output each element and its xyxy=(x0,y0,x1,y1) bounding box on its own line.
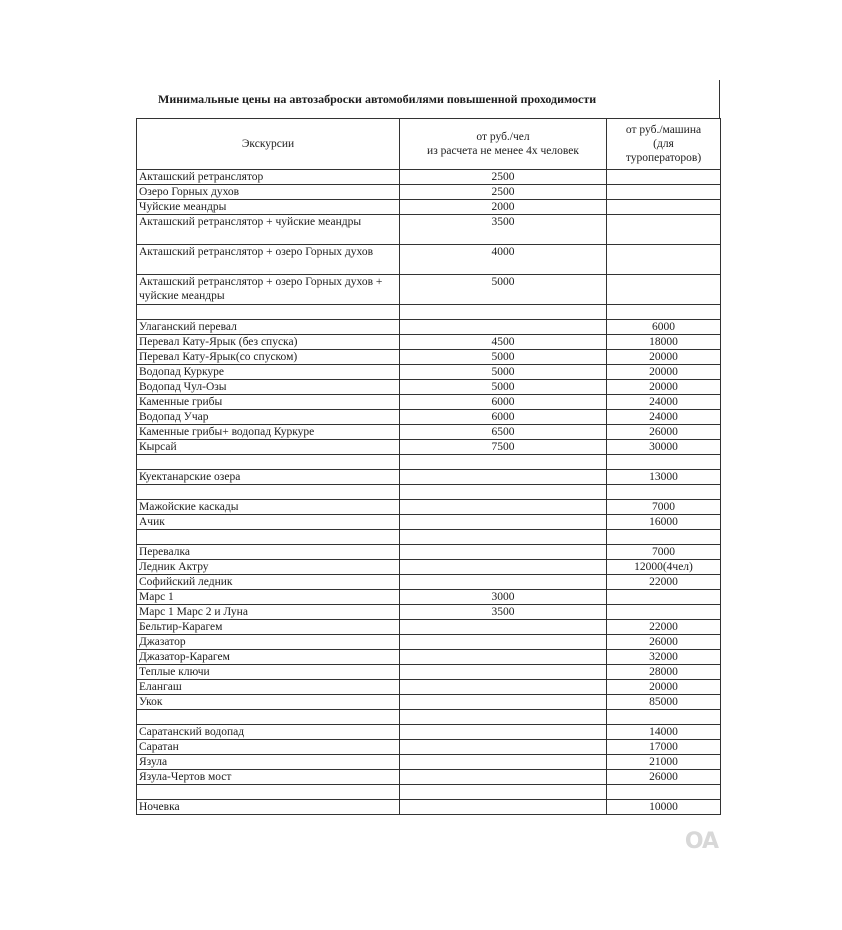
price-document xyxy=(136,80,720,815)
table-row xyxy=(137,320,721,335)
price-per-person-cell xyxy=(400,545,607,560)
price-per-car-cell xyxy=(607,170,721,185)
price-per-car-cell: 85000 xyxy=(607,695,721,710)
price-per-person-cell xyxy=(400,500,607,515)
price-per-car-cell: 30000 xyxy=(607,440,721,455)
empty-cell xyxy=(400,485,607,500)
price-per-car-cell xyxy=(607,215,721,245)
excursion-name-cell: Теплые ключи xyxy=(137,665,400,680)
excursion-name-cell: Ночевка xyxy=(137,800,400,815)
price-table xyxy=(136,118,721,815)
empty-cell xyxy=(137,530,400,545)
table-row xyxy=(137,170,721,185)
excursion-name-cell: Водопад Учар xyxy=(137,410,400,425)
excursion-name-cell: Язула xyxy=(137,755,400,770)
excursion-name-cell: Саратанский водопад xyxy=(137,725,400,740)
price-per-car-cell: 26000 xyxy=(607,425,721,440)
excursion-name-cell: Язула-Чертов мост xyxy=(137,770,400,785)
price-per-car-cell xyxy=(607,185,721,200)
empty-cell xyxy=(400,530,607,545)
empty-cell xyxy=(137,710,400,725)
table-row xyxy=(137,620,721,635)
excursion-name-cell: Водопад Куркуре xyxy=(137,365,400,380)
empty-cell xyxy=(400,455,607,470)
price-per-car-cell: 24000 xyxy=(607,395,721,410)
excursion-name-cell: Мажойские каскады xyxy=(137,500,400,515)
header-per-car-line2: (для xyxy=(653,138,674,150)
price-per-person-cell: 3000 xyxy=(400,590,607,605)
empty-cell xyxy=(137,455,400,470)
header-excursions: Экскурсии xyxy=(137,119,400,170)
header-per-car-line3: туроператоров) xyxy=(625,152,702,164)
price-per-car-cell: 26000 xyxy=(607,635,721,650)
price-per-car-cell: 7000 xyxy=(607,545,721,560)
table-row xyxy=(137,485,721,500)
table-row xyxy=(137,395,721,410)
table-row xyxy=(137,680,721,695)
price-per-car-cell: 22000 xyxy=(607,620,721,635)
excursion-name-cell: Акташский ретранслятор + озеро Горных духов xyxy=(137,245,400,275)
price-per-person-cell xyxy=(400,635,607,650)
price-per-person-cell xyxy=(400,665,607,680)
excursion-name-cell: Перевал Кату-Ярык (без спуска) xyxy=(137,335,400,350)
table-row xyxy=(137,515,721,530)
table-row xyxy=(137,770,721,785)
table-row xyxy=(137,665,721,680)
price-per-person-cell: 2000 xyxy=(400,200,607,215)
header-per-person-line2: из расчета не менее 4х человек xyxy=(427,145,579,157)
excursion-name-cell: Улаганский перевал xyxy=(137,320,400,335)
price-per-car-cell: 20000 xyxy=(607,680,721,695)
price-per-person-cell: 5000 xyxy=(400,365,607,380)
excursion-name-cell: Каменные грибы xyxy=(137,395,400,410)
price-per-person-cell: 7500 xyxy=(400,440,607,455)
excursion-name-cell: Марс 1 Марс 2 и Луна xyxy=(137,605,400,620)
price-per-person-cell xyxy=(400,695,607,710)
price-per-car-cell: 21000 xyxy=(607,755,721,770)
table-row xyxy=(137,500,721,515)
table-row xyxy=(137,530,721,545)
price-per-car-cell: 10000 xyxy=(607,800,721,815)
excursion-name-cell: Водопад Чул-Озы xyxy=(137,380,400,395)
excursion-name-cell: Акташский ретранслятор xyxy=(137,170,400,185)
excursion-name-cell: Ачик xyxy=(137,515,400,530)
excursion-name-cell: Джазатор xyxy=(137,635,400,650)
table-row xyxy=(137,470,721,485)
price-per-car-cell xyxy=(607,605,721,620)
table-header-row xyxy=(137,119,721,170)
empty-cell xyxy=(607,785,721,800)
price-per-person-cell: 6500 xyxy=(400,425,607,440)
table-row xyxy=(137,545,721,560)
excursion-name-cell: Каменные грибы+ водопад Куркуре xyxy=(137,425,400,440)
price-per-car-cell: 24000 xyxy=(607,410,721,425)
table-row xyxy=(137,635,721,650)
table-row xyxy=(137,275,721,305)
header-per-person xyxy=(400,119,607,170)
excursion-name-cell: Куектанарские озера xyxy=(137,470,400,485)
price-per-car-cell: 20000 xyxy=(607,380,721,395)
price-per-person-cell xyxy=(400,755,607,770)
price-per-car-cell xyxy=(607,245,721,275)
price-per-person-cell xyxy=(400,725,607,740)
price-per-car-cell: 12000(4чел) xyxy=(607,560,721,575)
empty-cell xyxy=(137,485,400,500)
document-title: Минимальные цены на автозаброски автомобилями повышенной проходимости xyxy=(158,92,597,106)
price-per-person-cell xyxy=(400,740,607,755)
price-per-car-cell: 28000 xyxy=(607,665,721,680)
table-row xyxy=(137,575,721,590)
price-per-car-cell: 20000 xyxy=(607,350,721,365)
price-per-person-cell xyxy=(400,680,607,695)
table-row xyxy=(137,215,721,245)
header-per-person-line1: от руб./чел xyxy=(476,131,530,143)
excursion-name-cell: Перевал Кату-Ярык(со спуском) xyxy=(137,350,400,365)
price-per-car-cell: 26000 xyxy=(607,770,721,785)
excursion-name-cell: Елангаш xyxy=(137,680,400,695)
price-per-person-cell xyxy=(400,770,607,785)
table-row xyxy=(137,380,721,395)
price-per-person-cell: 2500 xyxy=(400,185,607,200)
price-per-car-cell: 16000 xyxy=(607,515,721,530)
price-per-person-cell xyxy=(400,320,607,335)
title-row xyxy=(136,80,720,118)
price-per-car-cell xyxy=(607,200,721,215)
excursion-name-cell: Джазатор-Карагем xyxy=(137,650,400,665)
empty-cell xyxy=(400,785,607,800)
table-row xyxy=(137,335,721,350)
price-per-person-cell: 4500 xyxy=(400,335,607,350)
watermark: OA xyxy=(684,829,718,854)
price-per-person-cell: 5000 xyxy=(400,275,607,305)
price-per-person-cell: 3500 xyxy=(400,215,607,245)
empty-cell xyxy=(607,485,721,500)
table-row xyxy=(137,425,721,440)
excursion-name-cell: Укок xyxy=(137,695,400,710)
table-row xyxy=(137,800,721,815)
excursion-name-cell: Ледник Актру xyxy=(137,560,400,575)
table-row xyxy=(137,305,721,320)
price-per-person-cell: 5000 xyxy=(400,350,607,365)
price-per-person-cell xyxy=(400,575,607,590)
table-row xyxy=(137,200,721,215)
price-per-car-cell: 17000 xyxy=(607,740,721,755)
price-per-car-cell xyxy=(607,275,721,305)
excursion-name-cell: Бельтир-Карагем xyxy=(137,620,400,635)
excursion-name-cell: Софийский ледник xyxy=(137,575,400,590)
price-per-car-cell: 13000 xyxy=(607,470,721,485)
excursion-name-cell: Кырсай xyxy=(137,440,400,455)
empty-cell xyxy=(607,710,721,725)
price-per-person-cell: 3500 xyxy=(400,605,607,620)
table-body xyxy=(137,170,721,815)
price-per-car-cell: 7000 xyxy=(607,500,721,515)
price-per-person-cell xyxy=(400,515,607,530)
price-per-person-cell xyxy=(400,650,607,665)
empty-cell xyxy=(137,305,400,320)
empty-cell xyxy=(607,305,721,320)
table-row xyxy=(137,740,721,755)
price-per-car-cell: 18000 xyxy=(607,335,721,350)
table-row xyxy=(137,785,721,800)
table-row xyxy=(137,710,721,725)
price-per-car-cell: 14000 xyxy=(607,725,721,740)
excursion-name-cell: Марс 1 xyxy=(137,590,400,605)
price-per-person-cell: 5000 xyxy=(400,380,607,395)
excursion-name-cell: Чуйские меандры xyxy=(137,200,400,215)
empty-cell xyxy=(137,785,400,800)
table-row xyxy=(137,365,721,380)
excursion-name-cell: Акташский ретранслятор + чуйские меандры xyxy=(137,215,400,245)
price-per-person-cell xyxy=(400,470,607,485)
price-per-person-cell xyxy=(400,620,607,635)
excursion-name-cell: Саратан xyxy=(137,740,400,755)
price-per-car-cell: 32000 xyxy=(607,650,721,665)
table-row xyxy=(137,185,721,200)
price-per-person-cell: 4000 xyxy=(400,245,607,275)
table-row xyxy=(137,245,721,275)
price-per-person-cell: 6000 xyxy=(400,410,607,425)
table-row xyxy=(137,755,721,770)
table-row xyxy=(137,695,721,710)
header-per-car-line1: от руб./машина xyxy=(625,124,702,136)
table-row xyxy=(137,590,721,605)
price-per-car-cell: 22000 xyxy=(607,575,721,590)
empty-cell xyxy=(607,530,721,545)
empty-cell xyxy=(400,710,607,725)
table-row xyxy=(137,455,721,470)
table-row xyxy=(137,605,721,620)
price-per-car-cell xyxy=(607,590,721,605)
excursion-name-cell: Акташский ретранслятор + озеро Горных духов + чуйские меандры xyxy=(137,275,400,305)
price-per-person-cell xyxy=(400,800,607,815)
excursion-name-cell: Озеро Горных духов xyxy=(137,185,400,200)
price-per-person-cell: 6000 xyxy=(400,395,607,410)
table-row xyxy=(137,410,721,425)
price-per-car-cell: 20000 xyxy=(607,365,721,380)
price-per-person-cell xyxy=(400,560,607,575)
table-row xyxy=(137,560,721,575)
excursion-name-cell: Перевалка xyxy=(137,545,400,560)
table-row xyxy=(137,440,721,455)
table-row xyxy=(137,650,721,665)
table-row xyxy=(137,350,721,365)
empty-cell xyxy=(607,455,721,470)
empty-cell xyxy=(400,305,607,320)
price-per-person-cell: 2500 xyxy=(400,170,607,185)
price-per-car-cell: 6000 xyxy=(607,320,721,335)
table-row xyxy=(137,725,721,740)
header-per-car xyxy=(607,119,721,170)
